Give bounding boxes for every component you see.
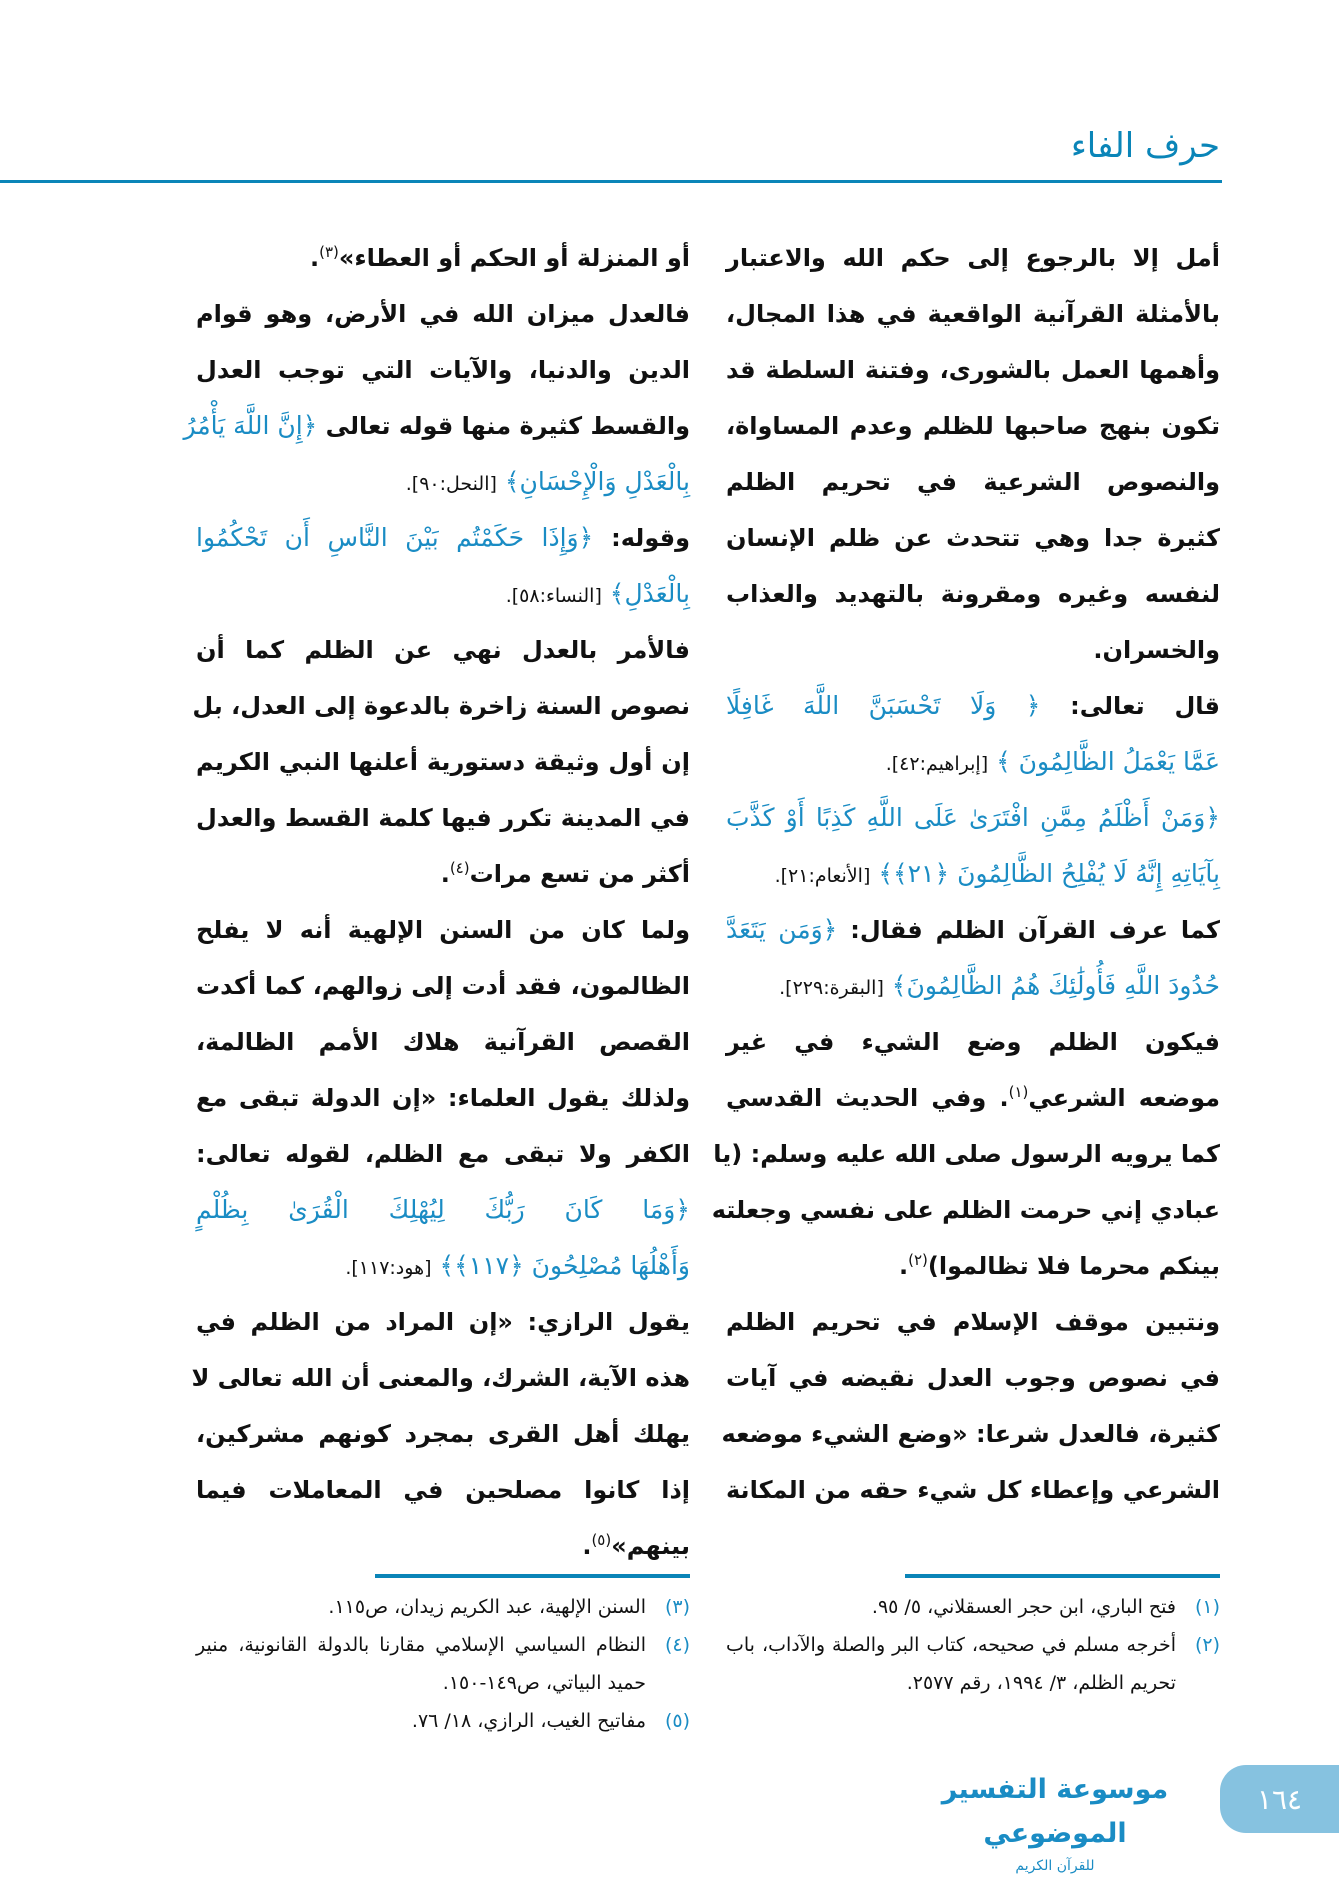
text-line: [196, 230, 690, 286]
text-line: [726, 678, 1220, 734]
verse-reference: [الأنعام:٢١].: [774, 865, 871, 887]
text-line: [196, 846, 690, 902]
text-line: [196, 1014, 690, 1070]
footnote-marker: (٥): [591, 1531, 612, 1549]
body-text: الدين والدنيا، والآيات التي توجب العدل: [196, 356, 690, 384]
chapter-header-title: حرف الفاء: [1070, 126, 1220, 166]
body-text: كما عرف القرآن الظلم فقال:: [837, 916, 1220, 944]
body-text: فالعدل ميزان الله في الأرض، وهو قوام: [196, 300, 690, 328]
text-line: [196, 342, 690, 398]
footnote-text: أخرجه مسلم في صحيحه، كتاب البر والصلة والآداب، باب تحريم الظلم، ٣/ ١٩٩٤، رقم ٢٥٧٧.: [726, 1634, 1176, 1694]
body-text: في نصوص وجوب العدل نقيضه في آيات: [726, 1364, 1220, 1392]
body-text: في المدينة تكرر فيها كلمة القسط والعدل: [196, 804, 690, 832]
body-text: .: [582, 1532, 592, 1560]
quran-verse: ﴿إِنَّ اللَّهَ يَأْمُرُ: [183, 411, 318, 440]
body-text: .: [440, 860, 450, 888]
verse-reference: [إبراهيم:٤٢].: [885, 753, 989, 775]
body-text: وأهمها العمل بالشورى، وفتنة السلطة قد: [726, 356, 1220, 384]
text-line: [726, 958, 1220, 1014]
body-text: قال تعالى:: [1040, 692, 1220, 720]
body-text: القصص القرآنية هلاك الأمم الظالمة،: [196, 1028, 690, 1056]
quran-verse: عَمَّا يَعْمَلُ الظَّالِمُونَ ﴾: [988, 747, 1220, 776]
text-line: [192, 678, 690, 734]
body-text: لنفسه وغيره ومقرونة بالتهديد والعذاب: [726, 580, 1220, 608]
body-text: وقوله:: [593, 524, 691, 552]
body-text: الظالمون، فقد أدت إلى زوالهم، كما أكدت: [196, 972, 690, 1000]
body-text: كثيرة، فالعدل شرعا: «وضع الشيء موضعه: [721, 1420, 1220, 1448]
footnote-text: النظام السياسي الإسلامي مقارنا بالدولة القانونية، منير حميد البياتي، ص١٤٩-١٥٠.: [196, 1634, 646, 1694]
text-line: [726, 566, 1220, 622]
encyclopedia-logo: [930, 1768, 1180, 1874]
quran-verse: بِالْعَدْلِ﴾: [601, 579, 690, 608]
body-text: والنصوص الشرعية في تحريم الظلم: [726, 468, 1220, 496]
verse-reference: [النساء:٥٨].: [505, 585, 602, 607]
body-text: عبادي إني حرمت الظلم على نفسي وجعلته: [711, 1196, 1220, 1224]
logo-title: موسوعة التفسير الموضوعي: [941, 1774, 1169, 1849]
text-line: [183, 398, 690, 454]
body-text: بالأمثلة القرآنية الواقعية في هذا المجال،: [726, 300, 1220, 328]
text-line: [196, 790, 690, 846]
body-text: بينكم محرما فلا تظالموا): [927, 1252, 1220, 1280]
footnote-marker: (٢): [908, 1251, 928, 1269]
text-column-left: [183, 230, 691, 1574]
text-line: [726, 398, 1220, 454]
body-text: أكثر من تسع مرات: [469, 860, 690, 888]
text-line: [726, 454, 1220, 510]
text-line: [726, 1070, 1220, 1126]
text-line: [196, 1126, 690, 1182]
body-text: والخسران.: [1093, 636, 1220, 664]
text-line: [726, 1462, 1220, 1518]
footnote: [726, 1588, 1220, 1626]
footnote-marker: (٤): [449, 859, 470, 877]
body-text: تكون بنهج صاحبها للظلم وعدم المساواة،: [726, 412, 1220, 440]
quran-verse: ﴿وَمَن يَتَعَدَّ: [726, 915, 838, 944]
text-line: [711, 1182, 1220, 1238]
text-line: [726, 510, 1220, 566]
body-text: يقول الرازي: «إن المراد من الظلم في: [196, 1308, 690, 1336]
text-line: [196, 734, 690, 790]
text-line: [196, 1070, 690, 1126]
text-line: [726, 622, 1220, 678]
body-text: .: [899, 1252, 909, 1280]
footnote: [726, 1626, 1220, 1702]
footnotes-left: [196, 1588, 690, 1740]
body-text: ونتبين موقف الإسلام في تحريم الظلم: [726, 1308, 1220, 1336]
footnote-text: فتح الباري، ابن حجر العسقلاني، ٥/ ٩٥.: [871, 1596, 1176, 1618]
page-number-tab: [1220, 1765, 1339, 1833]
footnote-separator-left: [375, 1574, 690, 1578]
body-text: بينهم»: [611, 1532, 690, 1560]
footnote-number: (٢): [1194, 1634, 1220, 1656]
body-text: الشرعي وإعطاء كل شيء حقه من المكانة: [726, 1476, 1220, 1504]
text-line: [196, 510, 690, 566]
footnote: [196, 1588, 690, 1626]
page-number: ١٦٤: [1256, 1782, 1303, 1816]
text-line: [196, 1406, 690, 1462]
text-line: [726, 734, 1220, 790]
body-text: يهلك أهل القرى بمجرد كونهم مشركين،: [196, 1420, 690, 1448]
logo-subtitle: للقرآن الكريم: [1015, 1858, 1095, 1874]
text-line: [721, 1406, 1220, 1462]
body-text: فالأمر بالعدل نهي عن الظلم كما أن: [196, 636, 690, 664]
footnote-number: (١): [1194, 1596, 1220, 1618]
body-text: فيكون الظلم وضع الشيء في غير: [726, 1028, 1220, 1056]
text-line: [196, 454, 690, 510]
verse-reference: [هود:١١٧].: [345, 1257, 432, 1279]
body-text: ولذلك يقول العلماء: «إن الدولة تبقى مع: [196, 1084, 690, 1112]
footnote: [196, 1626, 690, 1702]
body-text: الكفر ولا تبقى مع الظلم، لقوله تعالى:: [196, 1140, 690, 1168]
quran-verse: ﴿ وَلَا تَحْسَبَنَّ اللَّهَ غَافِلًا: [726, 691, 1041, 720]
footnote-text: مفاتيح الغيب، الرازي، ١٨/ ٧٦.: [411, 1710, 646, 1732]
text-line: [196, 1182, 690, 1238]
footnote-marker: (١): [1008, 1083, 1029, 1101]
verse-reference: [النحل:٩٠].: [405, 473, 497, 495]
footnote-number: (٣): [664, 1596, 690, 1618]
quran-verse: ﴿وَمَنْ أَظْلَمُ مِمَّنِ افْتَرَىٰ عَلَى اللَّهِ كَذِبًا أَوْ كَذَّبَ: [726, 803, 1220, 832]
body-text: موضعه الشرعي: [1028, 1084, 1220, 1112]
text-line: [726, 1014, 1220, 1070]
footnote-marker: (٣): [319, 243, 339, 261]
text-line: [726, 286, 1220, 342]
verse-reference: [البقرة:٢٢٩].: [779, 977, 884, 999]
footnote: [196, 1702, 690, 1740]
text-line: [196, 286, 690, 342]
body-text: إذا كانوا مصلحين في المعاملات فيما: [196, 1476, 690, 1504]
text-line: [726, 1238, 1220, 1294]
footnotes-right: [726, 1588, 1220, 1702]
footnote-text: السنن الإلهية، عبد الكريم زيدان، ص١١٥.: [328, 1596, 646, 1618]
body-text: أو المنزلة أو الحكم أو العطاء»: [338, 244, 690, 272]
body-text: كما يرويه الرسول صلى الله عليه وسلم: (يا: [713, 1140, 1220, 1168]
quran-verse: ﴿وَإِذَا حَكَمْتُم بَيْنَ النَّاسِ أَن تَحْكُمُوا: [196, 523, 594, 552]
body-text: أمل إلا بالرجوع إلى حكم الله والاعتبار: [726, 244, 1220, 272]
body-text: والقسط كثيرة منها قوله تعالى: [317, 412, 690, 440]
body-text: . وفي الحديث القدسي: [726, 1084, 1009, 1112]
quran-verse: بِالْعَدْلِ وَالْإِحْسَانِ﴾: [496, 467, 690, 496]
text-line: [196, 566, 690, 622]
body-text: ولما كان من السنن الإلهية أنه لا يفلح: [196, 916, 690, 944]
body-text: كثيرة جدا وهي تتحدث عن ظلم الإنسان: [726, 524, 1220, 552]
text-line: [726, 902, 1220, 958]
text-line: [196, 1238, 690, 1294]
body-text: هذه الآية، الشرك، والمعنى أن الله تعالى لا: [191, 1364, 690, 1392]
text-line: [726, 1294, 1220, 1350]
text-line: [196, 1294, 690, 1350]
text-line: [713, 1126, 1220, 1182]
text-line: [726, 230, 1220, 286]
text-line: [726, 846, 1220, 902]
text-line: [196, 1518, 690, 1574]
text-line: [196, 958, 690, 1014]
body-text: إن أول وثيقة دستورية أعلنها النبي الكريم: [196, 748, 690, 776]
footnote-number: (٤): [664, 1634, 690, 1656]
text-column-right: [711, 230, 1220, 1518]
footnote-number: (٥): [664, 1710, 690, 1732]
header-divider: [0, 180, 1222, 183]
body-text: .: [310, 244, 320, 272]
text-line: [726, 342, 1220, 398]
quran-verse: ﴿وَمَا كَانَ رَبُّكَ لِيُهْلِكَ الْقُرَىٰ بِظُلْمٍ: [196, 1195, 690, 1224]
text-line: [196, 902, 690, 958]
quran-verse: وَأَهْلُهَا مُصْلِحُونَ ﴿١١٧﴾﴾: [431, 1251, 690, 1280]
text-line: [726, 790, 1220, 846]
footnote-separator-right: [905, 1574, 1220, 1578]
text-line: [196, 1462, 690, 1518]
text-line: [726, 1350, 1220, 1406]
body-text: نصوص السنة زاخرة بالدعوة إلى العدل، بل: [192, 692, 690, 720]
quran-verse: بِآيَاتِهِ إِنَّهُ لَا يُفْلِحُ الظَّالِمُونَ ﴿٢١﴾﴾: [870, 859, 1220, 888]
quran-verse: حُدُودَ اللَّهِ فَأُولَٰئِكَ هُمُ الظَّالِمُونَ﴾: [883, 971, 1220, 1000]
text-line: [191, 1350, 690, 1406]
text-line: [196, 622, 690, 678]
